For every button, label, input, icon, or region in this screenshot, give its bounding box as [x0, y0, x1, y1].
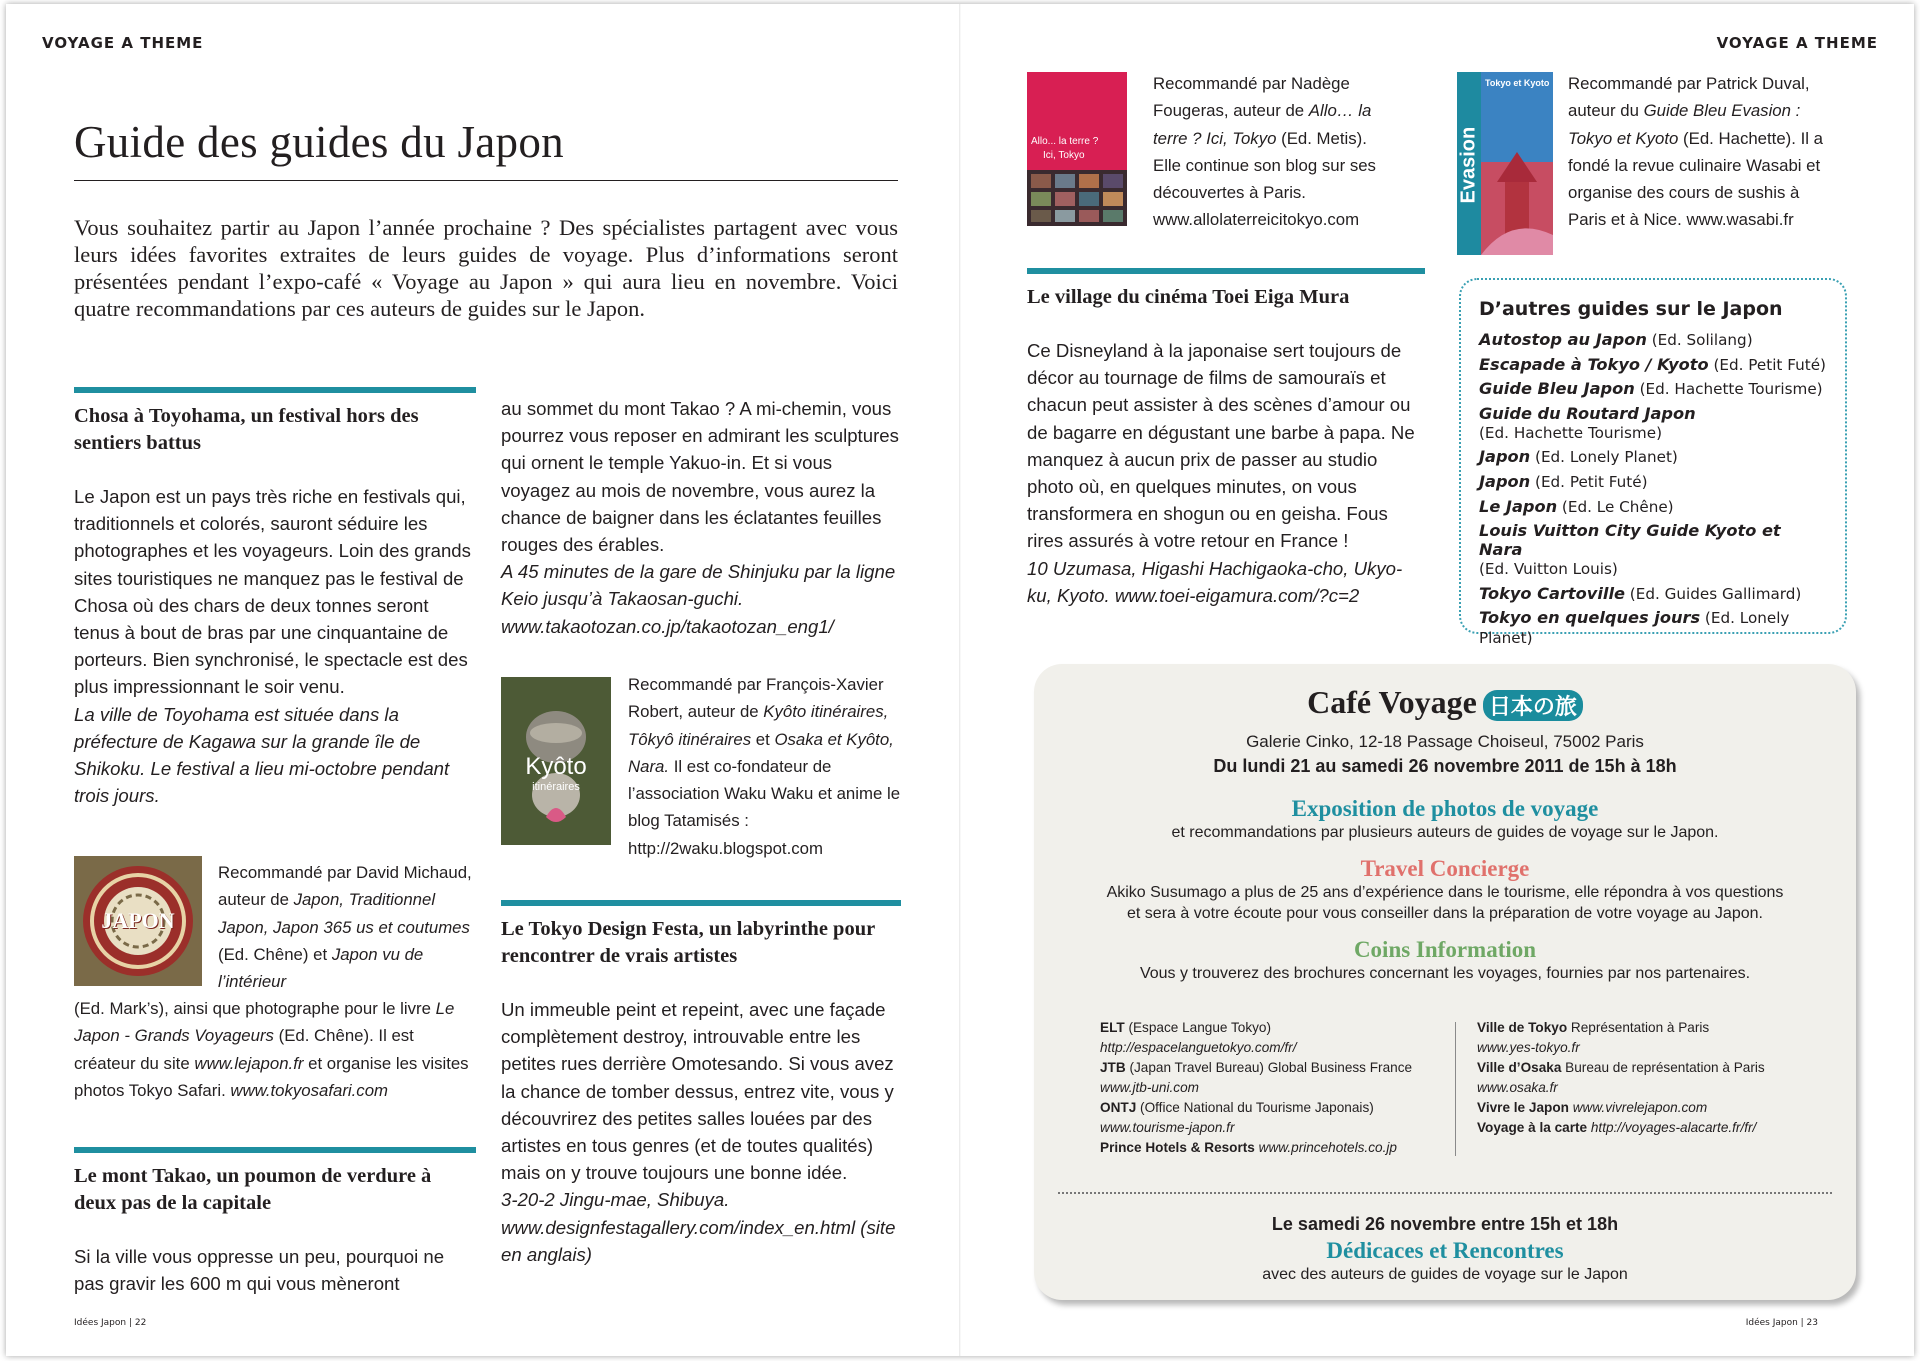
partner-description: Bureau de représentation à Paris — [1561, 1060, 1765, 1075]
partner-description: (Office National du Tourisme Japonais) — [1136, 1100, 1374, 1115]
cafe-title: Café Voyage — [1307, 684, 1477, 720]
guide-name: Japon — [1479, 447, 1531, 467]
guide-publisher: (Ed. Solilang) — [1646, 331, 1753, 349]
dedicaces-block — [1034, 1212, 1856, 1285]
expo-text: et recommandations par plusieurs auteurs de guides de voyage sur le Japon. — [1171, 824, 1719, 842]
guide-item — [1479, 404, 1827, 443]
section-info-design-festa: 3-20-2 Jingu-mae, Shibuya. www.designfestagallery.com/index_en.html (site en anglais) — [501, 1189, 896, 1265]
section-body-design-festa: Un immeuble peint et repeint, avec une façade complètement destroy, introuvable entre les petites rues derrière Omotesando. Si vous avez la chance de tomber dessus, entrez vite, vous y découvrirez des petites salles louées par des artistes en tous genres (et de toutes qualités) mais on y trouve toujours une bonne idée. — [501, 999, 894, 1184]
magazine-spread — [6, 4, 1914, 1356]
reco-book-title: Le Japon - Grands Voyageurs — [74, 999, 455, 1046]
intro-paragraph: Vous souhaitez partir au Japon l’année prochaine ? Des spécialistes partagent avec vous leurs idées favorites extraites de leurs guides de voyage. Plus d’informations seront présentées pendant l’expo-café « Voyage au Japon » qui aura lieu en novembre. Voici quatre recommandations par ces auteurs de guides sur le Japon. — [74, 215, 898, 321]
reco-book-title: Guide Bleu Evasion : Tokyo et Kyoto — [1568, 101, 1801, 148]
book-cover-evasion — [1457, 72, 1553, 255]
guide-publisher: (Ed. Petit Futé) — [1708, 355, 1826, 374]
partners-right-list — [1477, 1018, 1837, 1138]
section-title-toei: Le village du cinéma Toei Eiga Mura — [1027, 286, 1350, 308]
cover-subtitle: Ici, Tokyo — [1043, 150, 1085, 161]
guide-item — [1479, 379, 1827, 399]
partner-link[interactable]: http://voyages-alacarte.fr/fr/ — [1590, 1120, 1757, 1135]
guide-publisher: (Ed. Lonely Planet) — [1530, 448, 1678, 467]
section-bar — [501, 900, 901, 906]
column-1-bottom — [74, 1147, 476, 1297]
section-body-takao: Si la ville vous oppresse un peu, pourquoi ne pas gravir les 600 m qui vous mèneront — [74, 1246, 445, 1295]
reco-text: et organise les visites photos Tokyo Safari. — [74, 1053, 469, 1100]
partner-item — [1100, 1138, 1450, 1158]
section-info-toei: 10 Uzumasa, Higashi Hachigaoka-cho, Ukyo-ku, Kyoto. www.toei-eigamura.com/?c=2 — [1027, 557, 1403, 606]
coins-information-text: Vous y trouverez des brochures concernant les voyages, fournies par nos partenaires. — [1139, 965, 1751, 983]
book-cover-kyoto — [501, 677, 611, 845]
travel-concierge-title: Travel Concierge — [1360, 856, 1530, 882]
partner-link[interactable]: www.yes-tokyo.fr — [1477, 1040, 1580, 1055]
partner-link[interactable]: www.tourisme-japon.fr — [1100, 1120, 1235, 1135]
section-title-takao: Le mont Takao, un poumon de verdure à deux pas de la capitale — [74, 1165, 432, 1214]
cafe-voyage-box — [1034, 664, 1856, 1300]
reco-text: (Ed. Chêne). Il est créateur du site — [74, 1026, 414, 1073]
partner-link[interactable]: www.jtb-uni.com — [1100, 1080, 1199, 1095]
partner-name: Prince Hotels & Resorts — [1100, 1140, 1255, 1155]
guide-item — [1479, 521, 1827, 579]
guide-publisher: (Ed. Lonely Planet) — [1479, 609, 1790, 648]
guide-item — [1479, 330, 1827, 350]
partner-description: (Espace Langue Tokyo) — [1124, 1020, 1272, 1035]
reco-link-tokyosafari[interactable]: www.tokyosafari.com — [230, 1080, 389, 1100]
column-1 — [74, 387, 476, 809]
other-guides-list — [1479, 330, 1827, 648]
guide-name: Louis Vuitton City Guide Kyoto et Nara — [1479, 521, 1781, 560]
guide-name: Guide Bleu Japon — [1479, 379, 1635, 399]
partners-left-list — [1100, 1018, 1450, 1158]
cafe-address: Galerie Cinko, 12-18 Passage Choiseul, 75002 Paris — [1246, 732, 1644, 752]
section-bar — [74, 1147, 476, 1153]
reco-text: et — [751, 729, 775, 749]
running-head-right: VOYAGE A THEME — [1716, 34, 1878, 52]
section-bar — [1027, 268, 1425, 274]
reco-text: (Ed. Metis). Elle continue son blog sur ses découvertes à Paris. www.allolaterreicitokyo.com — [1153, 128, 1376, 230]
section-title-chosa: Chosa à Toyohama, un festival hors des sentiers battus — [74, 405, 419, 454]
other-guides-box — [1459, 278, 1847, 648]
partner-name: Ville d’Osaka — [1477, 1060, 1562, 1075]
guide-item — [1479, 497, 1827, 517]
folio-right: Idées Japon | 23 — [1745, 1318, 1818, 1328]
guide-item — [1479, 584, 1827, 604]
guide-publisher: (Ed. Petit Futé) — [1530, 472, 1648, 491]
section-body-toei: Ce Disneyland à la japonaise sert toujours de décor au tournage de films de samouraïs et chacun peut assister à des scènes d’amour ou de bagarre en dégustant une barbe à papa. Ne manquez à aucun prix de passer au studio photo où, en quelques minutes, on vous transformera en shogun ou en geisha. Fous rires assurés à votre retour en France ! — [1027, 340, 1415, 552]
left-page — [6, 4, 960, 1356]
cafe-japanese-badge: 日本の旅 — [1483, 690, 1583, 721]
reco-book-title: Osaka et Kyôto, Nara. — [628, 729, 894, 776]
recommendation-michaud-top — [218, 859, 474, 995]
folio-left: Idées Japon | 22 — [74, 1318, 147, 1328]
allo-cover-art — [1027, 72, 1127, 226]
reco-link-lejapon[interactable]: www.lejapon.fr — [194, 1053, 304, 1073]
column-2-bottom — [501, 900, 901, 1268]
guide-name: Escapade à Tokyo / Kyoto — [1479, 354, 1709, 374]
reco-book-titles: Kyôto itinéraires, Tôkyô itinéraires — [628, 702, 889, 749]
partner-name: JTB — [1100, 1060, 1126, 1075]
cover-title: Allo... la terre ? — [1031, 136, 1099, 147]
reco-book-title: Allo… la terre ? Ici, Tokyo — [1153, 101, 1372, 148]
reco-text: (Ed. Hachette). Il a fondé la revue culinaire Wasabi et organise des cours de sushis à Paris et à Nice. www.wasabi.fr — [1568, 128, 1823, 230]
section-body-takao-cont: au sommet du mont Takao ? A mi-chemin, vous pourrez vous reposer en admirant les sculptures qui ornent le temple Yakuo-in. Et si vous voyagez au mois de novembre, vous aurez la chance de baigner dans les éclatantes feuilles rouges des érables. — [501, 398, 899, 556]
guide-publisher: (Ed. Vuitton Louis) — [1479, 560, 1618, 579]
reco-text: (Ed. Mark’s), ainsi que photographe pour le livre — [74, 999, 436, 1018]
cafe-dates: Du lundi 21 au samedi 26 novembre 2011 de 15h à 18h — [1213, 756, 1677, 777]
partner-link[interactable]: www.princehotels.co.jp — [1258, 1140, 1397, 1155]
reco-book-titles: Japon, Traditionnel Japon, Japon 365 us et coutumes — [218, 890, 470, 937]
expo-title: Exposition de photos de voyage — [1291, 796, 1599, 822]
travel-concierge-text-2: et sera à votre écoute pour vous conseiller dans la préparation de votre voyage au Japon. — [1127, 905, 1763, 923]
cafe-title-row — [1034, 684, 1856, 721]
reco-text: Recommandé par Nadège Fougeras, auteur de — [1153, 74, 1350, 121]
section-title-design-festa: Le Tokyo Design Festa, un labyrinthe pour rencontrer de vrais artistes — [501, 918, 875, 967]
coins-information-title: Coins Information — [1353, 937, 1537, 963]
recommendation-robert — [628, 671, 904, 862]
cover-title: JAPON — [101, 908, 175, 933]
travel-concierge-text-1: Akiko Susumago a plus de 25 ans d’expérience dans le tourisme, elle répondra à vos questions — [1106, 884, 1784, 902]
guide-item — [1479, 447, 1827, 467]
cover-title: Kyôto — [525, 753, 587, 780]
title-rule — [74, 180, 898, 181]
recommendation-michaud-bottom — [74, 995, 476, 1104]
guide-item — [1479, 355, 1827, 375]
section-info-takao: A 45 minutes de la gare de Shinjuku par la ligne Keio jusqu’à Takaosan-guchi. www.takaotozan.co.jp/takaotozan_eng1/ — [501, 561, 896, 637]
partner-item — [1477, 1118, 1837, 1138]
dedicaces-text: avec des auteurs de guides de voyage sur le Japon — [1262, 1266, 1628, 1283]
section-info-chosa: La ville de Toyohama est située dans la préfecture de Kagawa sur la grande île de Shikoku. Le festival a lieu mi-octobre pendant trois jours. — [74, 703, 450, 807]
column-3 — [1027, 268, 1425, 609]
partner-name: Voyage à la carte — [1477, 1120, 1588, 1135]
reco-text: Recommandé par Patrick Duval, auteur du — [1568, 74, 1810, 121]
saturday-line: Le samedi 26 novembre entre 15h et 18h — [1271, 1214, 1619, 1234]
partner-link[interactable]: www.vivrelejapon.com — [1572, 1100, 1708, 1115]
partner-item — [1100, 1018, 1450, 1058]
cover-title: Evasion — [1457, 126, 1480, 204]
partner-description: (Japan Travel Bureau) Global Business France — [1125, 1060, 1413, 1075]
reco-text: Il est co-fondateur de l’association Waku Waku et anime le blog Tatamisés : http://2waku.blogspot.com — [628, 756, 901, 858]
column-2 — [501, 395, 901, 640]
other-guides-title: D’autres guides sur le Japon — [1479, 298, 1783, 320]
reco-text: (Ed. Chêne) et — [218, 944, 332, 964]
guide-item — [1479, 472, 1827, 492]
guide-publisher: (Ed. Le Chêne) — [1557, 497, 1674, 516]
reco-text: Recommandé par David Michaud, auteur de — [218, 863, 472, 910]
section-body-chosa: Le Japon est un pays très riche en festivals qui, traditionnels et colorés, sauront séduire les photographes et les voyageurs. Loin des grands sites touristiques ne manquez pas le festival de Chosa où des chars de deux tonnes seront tenus à bout de bras par une cinquantaine de porteurs. Bien synchronisé, le spectacle est des plus impressionnant le soir venu. — [74, 486, 471, 698]
page-title: Guide des guides du Japon — [74, 117, 564, 167]
guide-publisher: (Ed. Hachette Tourisme) — [1634, 380, 1823, 399]
guide-publisher: (Ed. Hachette Tourisme) — [1479, 423, 1662, 442]
running-head-left: VOYAGE A THEME — [42, 34, 204, 52]
reco-book-title: Japon vu de l’intérieur — [218, 944, 424, 992]
partner-link[interactable]: http://espacelanguetokyo.com/fr/ — [1100, 1040, 1297, 1055]
guide-name: Autostop au Japon — [1479, 330, 1647, 349]
partner-link[interactable]: www.osaka.fr — [1477, 1080, 1558, 1095]
guide-name: Japon — [1479, 471, 1531, 491]
cover-subtitle: Tokyo et Kyoto — [1485, 78, 1550, 88]
partner-name: ONTJ — [1100, 1100, 1137, 1115]
guide-name: Le Japon — [1479, 496, 1558, 516]
guide-publisher: (Ed. Guides Gallimard) — [1624, 584, 1802, 603]
partner-item — [1100, 1098, 1450, 1138]
section-bar — [74, 387, 476, 393]
book-cover-allo — [1027, 72, 1127, 226]
partner-item — [1477, 1058, 1837, 1098]
partner-item — [1100, 1058, 1450, 1098]
dedicaces-title: Dédicaces et Rencontres — [1326, 1238, 1564, 1263]
recommendation-fougeras — [1153, 70, 1393, 234]
recommendation-duval — [1568, 70, 1838, 234]
book-cover-japon — [74, 856, 202, 986]
guide-name: Tokyo en quelques jours — [1479, 608, 1701, 628]
partner-item — [1477, 1018, 1837, 1058]
partners-divider — [1455, 1022, 1456, 1156]
cover-subtitle: itinéraires — [532, 781, 580, 793]
dotted-separator — [1058, 1192, 1832, 1194]
guide-name: Guide du Routard Japon — [1479, 403, 1696, 423]
partner-name: ELT — [1100, 1020, 1125, 1035]
guide-name: Tokyo Cartoville — [1479, 583, 1625, 603]
partner-description: Représentation à Paris — [1567, 1020, 1710, 1035]
guide-item — [1479, 608, 1827, 648]
partner-name: Ville de Tokyo — [1477, 1020, 1568, 1035]
partner-item — [1477, 1098, 1837, 1118]
reco-text: Recommandé par François-Xavier Robert, auteur de — [628, 675, 884, 722]
partner-name: Vivre le Japon — [1477, 1100, 1569, 1115]
